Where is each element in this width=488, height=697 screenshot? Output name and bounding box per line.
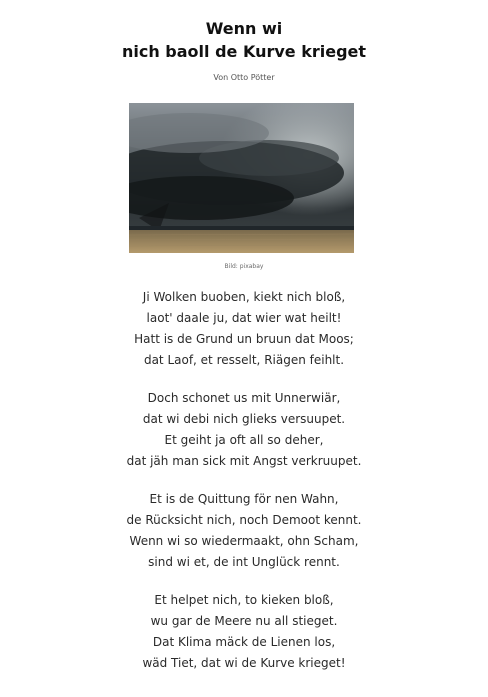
poem-body bbox=[0, 287, 488, 691]
poem-line: Ji Wolken buoben, kiekt nich bloß, bbox=[142, 290, 346, 304]
poem-line: Et geiht ja oft all so deher, bbox=[164, 433, 324, 447]
poem-line: sind wi et, de int Unglück rennt. bbox=[148, 555, 340, 569]
poem-title-line-1: Wenn wi bbox=[205, 19, 283, 38]
author-byline: Von Otto Pötter bbox=[213, 73, 275, 82]
poem-line: wäd Tiet, dat wi de Kurve krieget! bbox=[142, 656, 346, 670]
poem-line: Dat Klima mäck de Lienen los, bbox=[152, 635, 336, 649]
stanza bbox=[0, 489, 488, 573]
poem-title-line-2: nich baoll de Kurve krieget bbox=[121, 42, 367, 61]
storm-cloud-photo bbox=[129, 103, 354, 253]
poem-line: de Rücksicht nich, noch Demoot kennt. bbox=[126, 513, 362, 527]
poem-line: Doch schonet us mit Unnerwiär, bbox=[147, 391, 341, 405]
stanza bbox=[0, 287, 488, 371]
image-credit: Bild: pixabay bbox=[224, 263, 264, 270]
poem-line: dat jäh man sick mit Angst verkruupet. bbox=[126, 454, 362, 468]
poem-line: Et is de Quittung för nen Wahn, bbox=[149, 492, 339, 506]
poem-line: dat wi debi nich glieks versuupet. bbox=[142, 412, 346, 426]
poem-line: Hatt is de Grund un bruun dat Moos; bbox=[134, 332, 354, 346]
poem-line: wu gar de Meere nu all stieget. bbox=[150, 614, 338, 628]
stanza bbox=[0, 388, 488, 472]
poem-line: Et helpet nich, to kieken bloß, bbox=[154, 593, 334, 607]
stanza bbox=[0, 590, 488, 674]
poem-line: Wenn wi so wiedermaakt, ohn Scham, bbox=[129, 534, 359, 548]
poem-line: dat Laof, et resselt, Riägen feihlt. bbox=[143, 353, 345, 367]
poem-line: laot' daale ju, dat wier wat heilt! bbox=[146, 311, 342, 325]
